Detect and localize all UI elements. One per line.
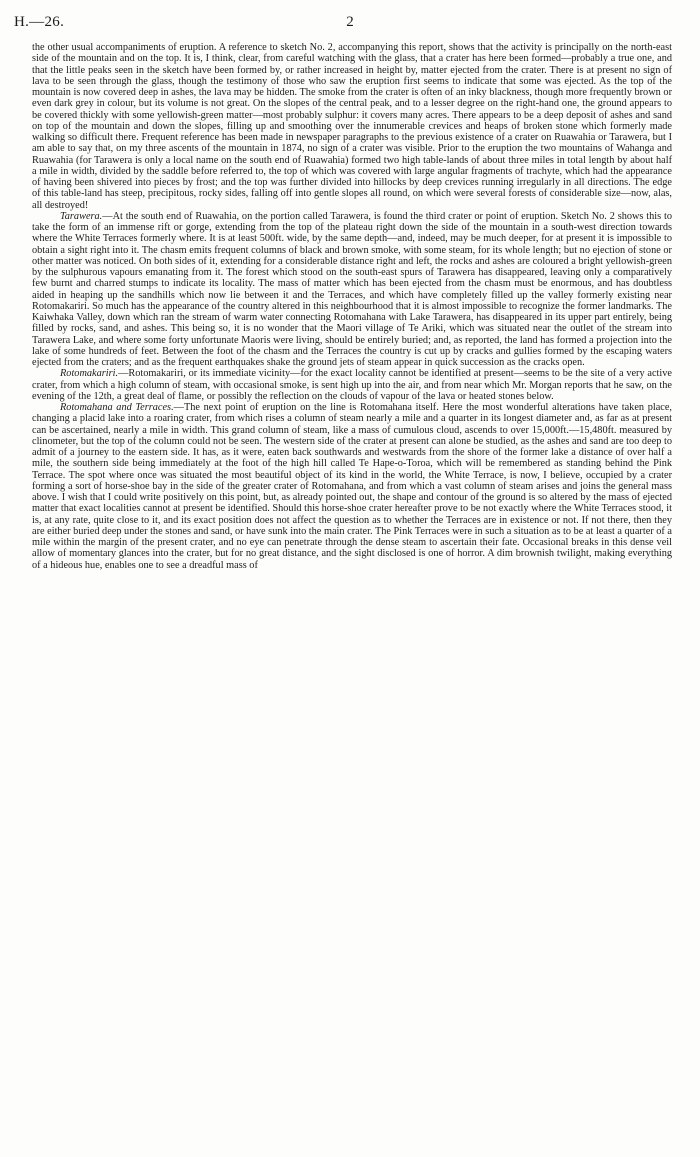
paragraph-rotomahana — [32, 402, 672, 571]
body-text — [32, 42, 672, 571]
paragraph-tarawera — [32, 211, 672, 369]
section-heading-rotomakariri: Rotomakariri. — [60, 368, 119, 380]
paragraph-eruption-summit — [32, 42, 672, 211]
section-heading-tarawera: Tarawera. — [60, 210, 103, 222]
paragraph-text: —Rotomakariri, or its immediate vicinity—for the exact locality cannot be identified at present—seems to be the site of a very active crater, from which a high column of steam, with occasional smoke, is sent high up into the air, and from near which Mr. Morgan reports that he saw, on the evening of the 12th, a great deal of flame, or possibly the reflection on the clouds of vapour of the lava or heated stones below. — [32, 368, 672, 402]
paragraph-rotomakariri — [32, 368, 672, 402]
section-heading-rotomahana: Rotomahana and Terraces. — [60, 402, 174, 413]
paragraph-text: —At the south end of Ruawahia, on the portion called Tarawera, is found the third crater or point of eruption. Sketch No. 2 shows this to take the form of an immense rift or gorge, extending from the top of the plateau right down the side of the mountain in a south-west direction towards where the White Terraces formerly where. It is at least 500ft. wide, by the same depth—and, indeed, may be much deeper, for at present it is impossible to obtain a sight right into it. The chasm emits frequent columns of black and brown smoke, with some steam, for its whole length; but no ejection of stone or other matter was noticed. On both sides of it, extending for a considerable distance right and left, the rocks and ashes are coloured a bright yellowish-green by the sulphurous vapours emanating from it. The forest which stood on the south-east spurs of Tarawera has disappeared, leaving only a comparatively few burnt and charred stumps to indicate its locality. The mass of matter which has been ejected from the chasm must be enormous, and has doubtless aided in heaping up the sandhills which now lie between it and the Terraces, and which have completely filled up the valley formerly existing near Rotomakariri. So much has the appearance of the country altered in this neighbourhood that it is almost impossible to recognize the former landmarks. The Kaiwhaka Valley, down which ran the stream of warm water connecting Rotomahana with Lake Tarawera, has disappeared in its upper part entirely, being filled by rocks, sand, and ashes. This being so, it is no wonder that the Maori village of Te Ariki, which was situated near the outlet of the stream into Tarawera Lake, and where some forty unfortunate Maoris were living, should be entirely buried; and, as reported, the land has formed a projection into the lake of some hundreds of feet. Between the foot of the chasm and the Terraces the country is cut up by cracks and gullies formed by the escaping waters ejected from the craters; and as the frequent earthquakes shake the ground jets of steam appear in quick succession as the cracks open. — [32, 210, 672, 368]
paragraph-text: the other usual accompaniments of eruption. A reference to sketch No. 2, accompanying this report, shows that the activity is principally on the north-east side of the mountain and on the top. It is, I think, clear, from careful watching with the glass, that a crater has here been formed—probably a true one, and that the little peaks seen in the sketch have been formed by, or rather increased in height by, matter ejected from the crater. There is at present no sign of lava to be seen through the glass, though the testimony of those who saw the eruption first seems to indicate that some was ejected. As the top of the mountain is now covered deep in ashes, the lava may be hidden. The smoke from the crater is often of an inky blackness, though more frequently brown or even dark grey in colour, but its volume is not great. On the slopes of the central peak, and to a lesser degree on the right-hand one, the ground appears to be covered thickly with some yellowish-green matter—most probably sulphur: it covers many acres. There appears to be a deep deposit of ashes and sand on top of the mountain and down the slopes, filling up and smoothing over the innumerable crevices and heaps of broken stone which formerly made walking so difficult there. Frequent reference has been made in newspaper paragraphs to the previous existence of a crater on Ruawahia or Tarawera, but I am able to say that, on my three ascents of the mountain in 1874, no sign of a crater was visible. Prior to the eruption the two mountains of Wahanga and Ruawahia (for Tarawera is only a local name on the south end of Ruawahia) formed two high table-lands of about three miles in total length by about half a mile in width, divided by the saddle before referred to, the top of which was covered with large angular fragments of trachyte, which had the appearance of having been shivered into pieces by frost; and the top was further divided into hillocks by deep crevices running irregularly in all directions. The edge of this table-land has steep, precipitous, rocky sides, falling off into gentle slopes all round, on which were several forests of considerable size—now, alas, all destroyed! — [32, 42, 672, 211]
paragraph-text: —The next point of eruption on the line is Rotomahana itself. Here the most wonderful alterations have taken place, changing a placid lake into a roaring crater, from which rises a column of steam nearly a mile and a quarter in its longest diameter and, as far as at present can be ascertained, nearly a mile in width. This grand column of steam, like a mass of cumulous cloud, ascends to over 15,000ft.—15,480ft. measured by clinometer, but the top of the column could not be seen. The western side of the crater at present can alone be studied, as the ashes and sand are too deep to admit of a journey to the eastern side. It has, as it were, eaten back southwards and westwards from the shore of the former lake a distance of over half a mile, the southern side being immediately at the foot of the high hill called Te Hape-o-Toroa, which will be remembered as standing behind the Pink Terrace. The spot where once was situated the most beautiful object of its kind in the world, the White Terrace, is now, I believe, occupied by a crater forming a sort of horse-shoe bay in the side of the greater crater of Rotomahana, and from which a vast column of steam arises and joins the general mass above. I wish that I could write positively on this point, but, as already pointed out, the shape and contour of the ground is so altered by the mass of ejected matter that exact localities cannot at present be identified. Should this horse-shoe crater hereafter prove to be not exactly where the White Terraces stood, it is, at any rate, quite close to it, and its exact position does not affect the question as to whether the Terraces are in existence or not. If not there, then they are either buried deep under the stones and sand, or have sunk into the main crater. The Pink Terraces were in such a situation as to be at least a quarter of a mile within the margin of the present crater, and no eye can penetrate through the dense steam to ascertain their fate. Occasional breaks in this dense veil allow of momentary glances into the crater, but for no great distance, and the sight disclosed is one of horror. A dim brownish twilight, making everything of a hideous hue, enables one to see a dreadful mass of — [32, 402, 672, 571]
page-header — [14, 14, 686, 36]
page-number: 2 — [346, 14, 354, 30]
document-reference: H.—26. — [14, 14, 65, 30]
